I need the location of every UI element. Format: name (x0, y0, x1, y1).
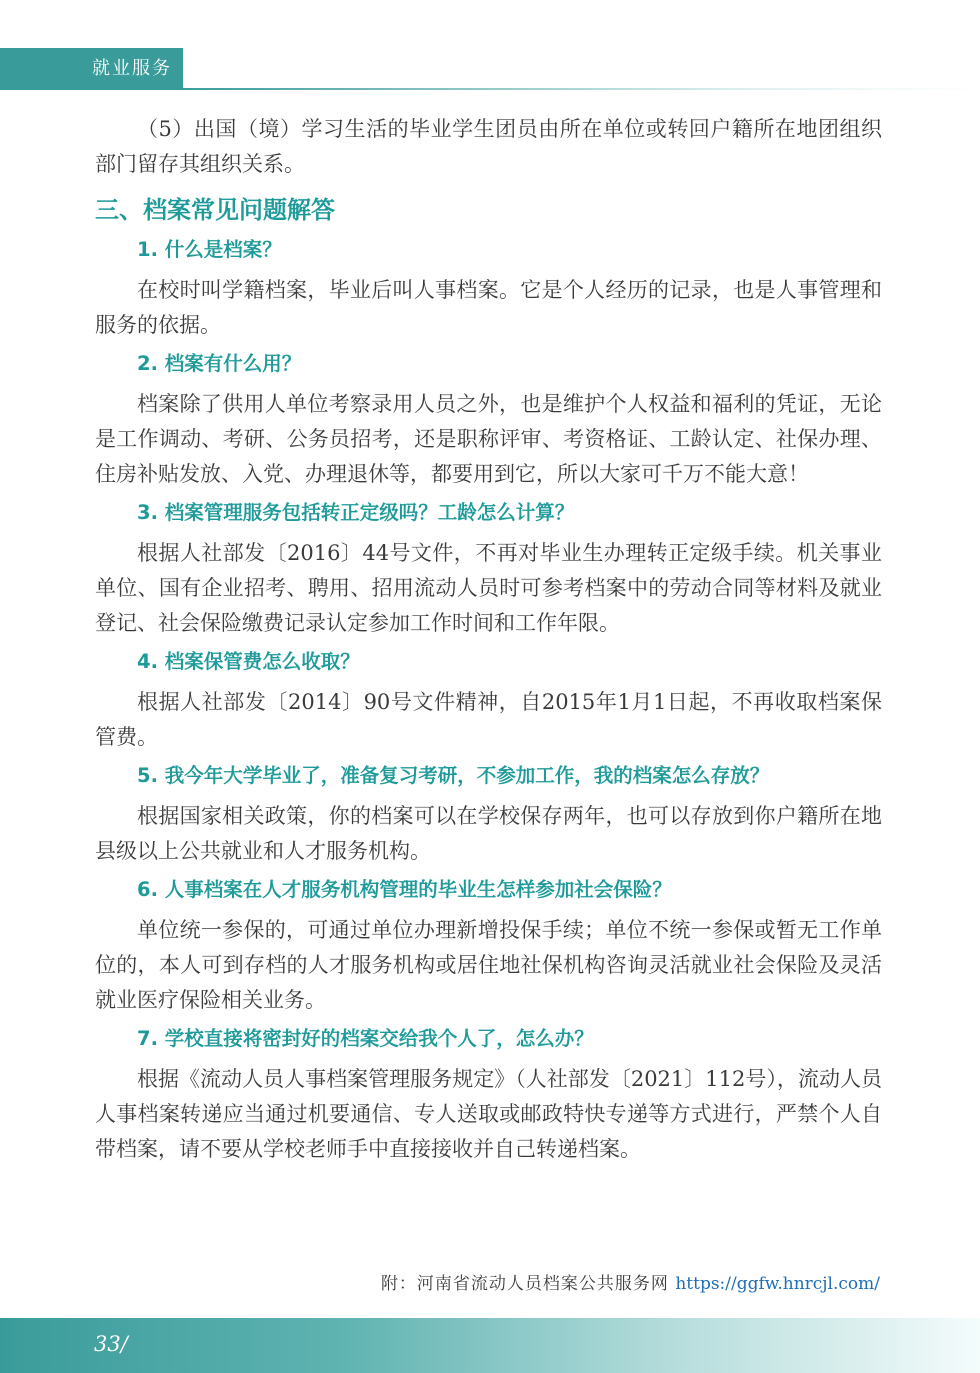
footer-band (0, 1318, 980, 1373)
faq-answer-1: 在校时叫学籍档案，毕业后叫人事档案。它是个人经历的记录，也是人事管理和服务的依据。 (95, 278, 882, 337)
footnote (381, 1269, 880, 1294)
faq-question-2: 2. 档案有什么用？ (137, 352, 302, 375)
section-header-label: 就业服务 (92, 58, 172, 79)
faq-answer-5: 根据国家相关政策，你的档案可以在学校保存两年，也可以存放到你户籍所在地县级以上公共就业和人才服务机构。 (95, 804, 882, 863)
faq-answer-7: 根据《流动人员人事档案管理服务规定》（人社部发〔2021〕112号），流动人员人事档案转递应当通过机要通信、专人送取或邮政特快专递等方式进行，严禁个人自带档案，请不要从学校老师手中直接接收并自己转递档案。 (95, 1067, 882, 1161)
faq-question-6: 6. 人事档案在人才服务机构管理的毕业生怎样参加社会保险？ (137, 878, 672, 901)
faq-question-5: 5. 我今年大学毕业了，准备复习考研，不参加工作，我的档案怎么存放？ (137, 764, 770, 787)
section-title: 三、档案常见问题解答 (95, 196, 335, 224)
faq-question-4: 4. 档案保管费怎么收取？ (137, 650, 360, 673)
header-divider (183, 88, 980, 90)
section-header-tab (0, 48, 183, 90)
faq-answer-2: 档案除了供用人单位考察录用人员之外，也是维护个人权益和福利的凭证，无论是工作调动、考研、公务员招考，还是职称评审、考资格证、工龄认定、社保办理、住房补贴发放、入党、办理退休等，都要用到它，所以大家可千万不能大意！ (95, 392, 882, 486)
faq-question-3: 3. 档案管理服务包括转正定级吗？工龄怎么计算？ (137, 501, 575, 524)
footnote-url-link[interactable]: https://ggfw.hnrcjl.com/ (675, 1274, 880, 1294)
intro-paragraph: （5）出国（境）学习生活的毕业学生团员由所在单位或转回户籍所在地团组织部门留存其组织关系。 (95, 117, 882, 176)
page-content (95, 112, 882, 1167)
page-number: 33/ (94, 1332, 128, 1356)
faq-question-7: 7. 学校直接将密封好的档案交给我个人了，怎么办？ (137, 1027, 594, 1050)
faq-answer-6: 单位统一参保的，可通过单位办理新增投保手续；单位不统一参保或暂无工作单位的，本人可到存档的人才服务机构或居住地社保机构咨询灵活就业社会保险及灵活就业医疗保险相关业务。 (95, 918, 882, 1012)
faq-answer-3: 根据人社部发〔2016〕44号文件，不再对毕业生办理转正定级手续。机关事业单位、国有企业招考、聘用、招用流动人员时可参考档案中的劳动合同等材料及就业登记、社会保险缴费记录认定参加工作时间和工作年限。 (95, 541, 882, 635)
faq-answer-4: 根据人社部发〔2014〕90号文件精神，自2015年1月1日起，不再收取档案保管费。 (95, 690, 882, 749)
footnote-label: 附：河南省流动人员档案公共服务网 (380, 1274, 669, 1294)
faq-question-1: 1. 什么是档案？ (137, 238, 282, 261)
